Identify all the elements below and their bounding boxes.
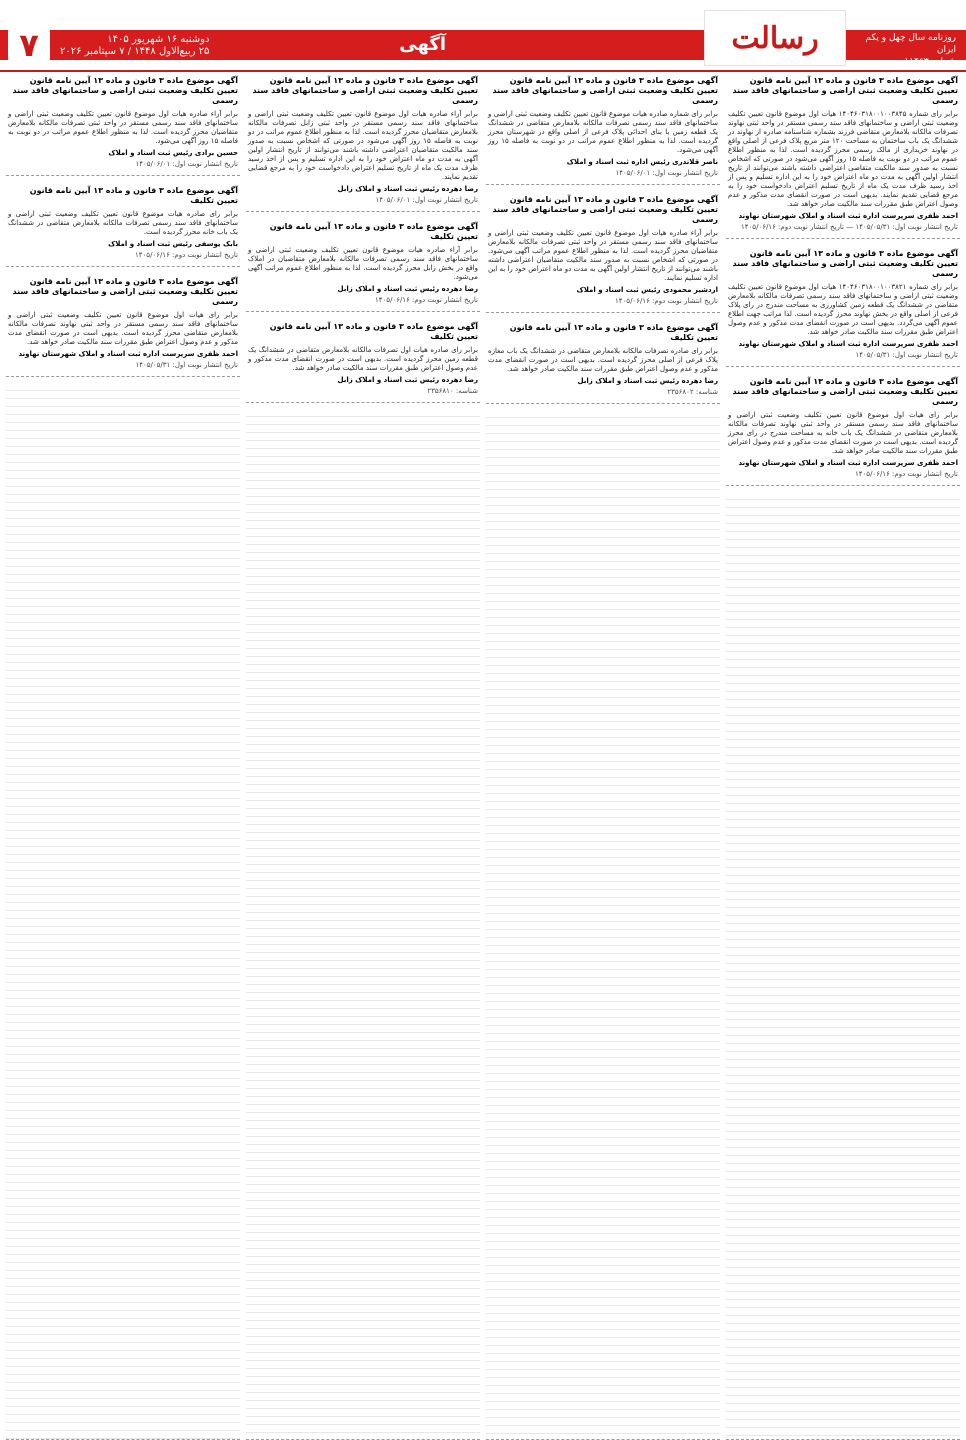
- ad-publish-date: تاریخ انتشار نوبت اول: ۱۴۰۵/۰۵/۳۱ — تاریخ انتشار نوبت دوم: ۱۴۰۵/۰۶/۱۶: [741, 223, 958, 231]
- ad-block: [246, 72, 480, 212]
- ad-body: برابر رای صادره تصرفات مالکانه بلامعارض متقاضی در ششدانگ یک باب مغازه پلاک فرعی از اصلی محرز گردیده است. بدیهی است در صورت انقضای مدت مذکور و عدم وصول اعتراض طبق مقررات سند مالکیت صادر خواهد شد.: [488, 347, 718, 373]
- ad-signature: رضا دهرده رئیس ثبت اسناد و املاک زابل: [577, 377, 718, 385]
- ad-publish-date: شناسه: ۲۳۵۶۸۰۲: [667, 388, 718, 396]
- ad-signature: اردشیر محمودی رئیس ثبت اسناد و املاک: [576, 286, 718, 294]
- ad-heading: آگهی موضوع ماده ۳ قانون و ماده ۱۳ آیین نامه قانون تعیین تکلیف: [509, 323, 718, 342]
- ad-body: برابر آراء صادره هیات اول موضوع قانون تعیین تکلیف وضعیت ثبتی اراضی و ساختمانهای فاقد سند رسمی مستقر در واحد ثبتی زابل تصرفات مالکانه بلامعارض متقاضیان محرز گردیده است. لذا به منظور اطلاع عموم مراتب در دو نوبت به فاصله ۱۵ روز آگهی می‌شود در صورتی که اشخاص نسبت به صدور سند مالکیت متقاضیان اعتراضی داشته باشند می‌توانند از تاریخ انتشار اولین آگهی به مدت دو ماه اعتراض خود را به این اداره تسلیم و پس از اخذ رسید ظرف مدت یک ماه از تاریخ تسلیم اعتراض دادخواست خود را به مرجع قضایی تقدیم نمایند.: [248, 110, 478, 181]
- ad-heading: آگهی موضوع ماده ۳ قانون و ماده ۱۳ آیین نامه قانون تعیین تکلیف وضعیت ثبتی اراضی و ساختمانهای فاقد سند رسمی: [732, 76, 958, 105]
- ad-publish-date: تاریخ انتشار نوبت دوم: ۱۴۰۵/۰۶/۱۶: [375, 296, 478, 304]
- ad-publish-date: تاریخ انتشار نوبت دوم: ۱۴۰۵/۰۶/۱۶: [855, 470, 958, 478]
- ad-body: برابر آراء صادره هیات موضوع قانون تعیین تکلیف وضعیت ثبتی اراضی و ساختمانهای فاقد سند رسمی تصرفات مالکانه بلامعارض متقاضیان در املاک واقع در بخش زابل محرز گردیده است. لذا به منظور اطلاع عموم مراتب آگهی می‌شود.: [248, 246, 478, 281]
- issue-meta: [865, 32, 956, 68]
- ad-body: برابر آراء صادره هیات اول موضوع قانون تعیین تکلیف وضعیت ثبتی اراضی و ساختمانهای فاقد سند رسمی مستقر در واحد ثبتی تصرفات مالکانه بلامعارض متقاضیان محرز گردیده است. لذا به منظور اطلاع عموم مراتب آگهی می‌شود. در صورتی که اشخاص نسبت به صدور سند مالکیت متقاضیان اعتراضی داشته باشند می‌توانند از تاریخ انتشار اولین آگهی به مدت دو ماه اعتراض خود را به این اداره تسلیم نمایند.: [488, 229, 718, 282]
- ad-text-continuation: [6, 383, 240, 1440]
- ads-columns: [0, 72, 966, 1440]
- ad-body: برابر رای هیات اول موضوع قانون تعیین تکلیف وضعیت ثبتی اراضی و ساختمانهای فاقد سند رسمی مستقر در واحد ثبتی نهاوند تصرفات مالکانه بلامعارض متقاضی محرز گردیده است. بدیهی است در صورت انقضای مدت مذکور و عدم وصول اعتراض طبق مقررات سند مالکیت صادر خواهد شد.: [8, 311, 238, 346]
- ad-heading: آگهی موضوع ماده ۳ قانون و ماده ۱۳ آیین نامه قانون تعیین تکلیف وضعیت ثبتی اراضی و ساختمانهای فاقد سند رسمی: [732, 377, 958, 406]
- ad-body: برابر رای شماره صادره هیات موضوع قانون تعیین تکلیف وضعیت ثبتی اراضی و ساختمانهای فاقد سند رسمی تصرفات مالکانه بلامعارض متقاضی در ششدانگ یک قطعه زمین با بنای احداثی پلاک فرعی از اصلی واقع در شهرستان محرز گردیده است. لذا به منظور اطلاع عموم مراتب در دو نوبت به فاصله ۱۵ روز آگهی می‌شود.: [488, 110, 718, 154]
- ad-block: [6, 273, 240, 377]
- ad-block: [6, 72, 240, 176]
- ad-signature: احمد ظفری سرپرست اداره ثبت اسناد و املاک شهرستان نهاوند: [738, 212, 958, 220]
- masthead: [0, 0, 966, 72]
- ad-publish-date: تاریخ انتشار نوبت اول: ۱۴۰۵/۰۵/۳۱: [135, 361, 238, 369]
- ad-block: [726, 373, 960, 486]
- issue-number: شماره ۱۱۴۶۳: [904, 57, 956, 67]
- page-number: ۷: [8, 28, 50, 62]
- ad-body: برابر رای صادره هیات اول تصرفات مالکانه بلامعارض متقاضی در ششدانگ یک قطعه زمین محرز گردیده است. بدیهی است در صورت انقضای مدت مذکور و عدم وصول اعتراض طبق مقررات سند مالکیت صادر خواهد شد.: [248, 346, 478, 372]
- ad-signature: احمد ظفری سرپرست اداره ثبت اسناد و املاک شهرستان نهاوند: [738, 459, 958, 467]
- ad-heading: آگهی موضوع ماده ۳ قانون و ماده ۱۳ آیین نامه قانون تعیین تکلیف وضعیت ثبتی اراضی و ساختمانهای فاقد سند رسمی: [492, 195, 718, 224]
- ad-body: برابر رای هیات اول موضوع قانون تعیین تکلیف وضعیت ثبتی اراضی و ساختمانهای فاقد سند رسمی مستقر در واحد ثبتی نهاوند تصرفات مالکانه بلامعارض متقاضی در ششدانگ یک باب خانه به مساحت مندرج در رای محرز گردیده است. بدیهی است در صورت انقضای مدت مذکور و عدم وصول اعتراض طبق مقررات سند مالکیت صادر خواهد شد.: [728, 411, 958, 455]
- issue-place: ایران: [936, 45, 956, 55]
- ad-block: [6, 182, 240, 267]
- ad-text-continuation: [486, 410, 720, 1440]
- ad-body: برابر رای شماره ۱۴۰۴۶۰۳۱۸۰۰۱۰۰۳۸۲۱ هیات اول موضوع قانون تعیین تکلیف وضعیت ثبتی اراضی و ساختمانهای فاقد سند رسمی تصرفات مالکانه بلامعارض متقاضی در ششدانگ یک قطعه زمین کشاورزی به مساحت مندرج در رای پلاک فرعی از اصلی واقع در بخش نهاوند محرز گردیده است. لذا مراتب جهت اطلاع عموم آگهی می‌گردد. بدیهی است در صورت انقضای مدت مذکور و عدم وصول اعتراض طبق مقررات سند مالکیت صادر خواهد شد.: [728, 283, 958, 336]
- ad-publish-date: تاریخ انتشار نوبت اول: ۱۴۰۵/۰۶/۰۱: [375, 196, 478, 204]
- ad-text-continuation: [726, 492, 960, 1440]
- ad-heading: آگهی موضوع ماده ۳ قانون و ماده ۱۳ آیین نامه قانون تعیین تکلیف وضعیت ثبتی اراضی و ساختمانهای فاقد سند رسمی: [252, 76, 478, 105]
- date-hijri-greg: ۲۵ ربیع‌الاول ۱۴۴۸ / ۷ سپتامبر ۲۰۲۶: [60, 46, 210, 57]
- ad-block: [246, 318, 480, 403]
- ad-signature: احمد ظفری سرپرست اداره ثبت اسناد و املاک شهرستان نهاوند: [738, 340, 958, 348]
- column-1: [726, 72, 960, 1440]
- ad-signature: حسین برادی رئیس ثبت اسناد و املاک: [108, 149, 238, 157]
- ad-body: برابر رای صادره هیات موضوع قانون تعیین تکلیف وضعیت ثبتی اراضی و ساختمانهای فاقد سند رسمی تصرفات مالکانه بلامعارض متقاضی در ششدانگ یک باب خانه محرز گردیده است.: [8, 210, 238, 236]
- ad-publish-date: شناسه: ۲۳۵۶۸۱۰: [427, 387, 478, 395]
- ad-body: برابر رای شماره ۱۴۰۴۶۰۳۱۸۰۰۱۰۰۳۸۴۵ هیات اول موضوع قانون تعیین تکلیف وضعیت ثبتی اراضی و ساختمانهای فاقد سند رسمی مستقر در واحد ثبتی نهاوند تصرفات مالکانه بلامعارض متقاضی فرزند بشماره شناسنامه صادره از نهاوند در ششدانگ یک باب ساختمان به مساحت ۱۲۰ متر مربع پلاک فرعی از اصلی واقع در نهاوند خریداری از مالک رسمی محرز گردیده است. لذا به منظور اطلاع عموم مراتب در دو نوبت به فاصله ۱۵ روز آگهی می‌شود در صورتی که اشخاص نسبت به صدور سند مالکیت متقاضی اعتراضی داشته باشند می‌توانند از تاریخ انتشار اولین آگهی به مدت دو ماه اعتراض خود را به این اداره تسلیم و پس از اخذ رسید ظرف مدت یک ماه از تاریخ تسلیم اعتراض دادخواست خود را به مرجع قضایی تقدیم نمایند. بدیهی است در صورت انقضای مدت مذکور و عدم وصول اعتراض طبق مقررات سند مالکیت صادر خواهد شد.: [728, 110, 958, 208]
- ad-signature: رضا دهرده رئیس ثبت اسناد و املاک زابل: [337, 376, 478, 384]
- ad-heading: آگهی موضوع ماده ۳ قانون و ماده ۱۳ آیین نامه قانون تعیین تکلیف وضعیت ثبتی اراضی و ساختمانهای فاقد سند رسمی: [732, 249, 958, 278]
- ad-heading: آگهی موضوع ماده ۳ قانون و ماده ۱۳ آیین نامه قانون تعیین تکلیف وضعیت ثبتی اراضی و ساختمانهای فاقد سند رسمی: [12, 76, 238, 105]
- ad-publish-date: تاریخ انتشار نوبت اول: ۱۴۰۵/۰۵/۳۱: [855, 351, 958, 359]
- ad-heading: آگهی موضوع ماده ۳ قانون و ماده ۱۳ آیین نامه قانون تعیین تکلیف: [269, 222, 478, 241]
- ad-heading: آگهی موضوع ماده ۳ قانون و ماده ۱۳ آیین نامه قانون تعیین تکلیف: [29, 186, 238, 205]
- ad-block: [246, 218, 480, 312]
- ad-block: [726, 245, 960, 367]
- ad-publish-date: تاریخ انتشار نوبت اول: ۱۴۰۵/۰۶/۰۱: [615, 169, 718, 177]
- ad-heading: آگهی موضوع ماده ۳ قانون و ماده ۱۳ آیین نامه قانون تعیین تکلیف وضعیت ثبتی اراضی و ساختمانهای فاقد سند رسمی: [12, 277, 238, 306]
- column-3: [246, 72, 480, 1440]
- ad-heading: آگهی موضوع ماده ۳ قانون و ماده ۱۳ آیین نامه قانون تعیین تکلیف وضعیت ثبتی اراضی و ساختمانهای فاقد سند رسمی: [492, 76, 718, 105]
- ad-block: [486, 319, 720, 404]
- ad-signature: رضا دهرده رئیس ثبت اسناد و املاک زابل: [337, 185, 478, 193]
- ad-heading: آگهی موضوع ماده ۳ قانون و ماده ۱۳ آیین نامه قانون تعیین تکلیف: [269, 322, 478, 341]
- date-persian: دوشنبه ۱۶ شهریور ۱۴۰۵: [107, 34, 210, 45]
- issue-edition: روزنامه سال چهل و یکم: [865, 33, 956, 43]
- section-title: آگهی: [399, 34, 446, 55]
- newspaper-logo: رسالت: [704, 10, 846, 66]
- column-4: [6, 72, 240, 1440]
- ad-publish-date: تاریخ انتشار نوبت دوم: ۱۴۰۵/۰۶/۱۶: [615, 297, 718, 305]
- ad-signature: رضا دهرده رئیس ثبت اسناد و املاک زابل: [337, 285, 478, 293]
- ad-block: [486, 72, 720, 185]
- ad-signature: بابک یوسفی رئیس ثبت اسناد و املاک: [108, 240, 238, 248]
- ad-body: برابر آراء صادره هیات اول موضوع قانون تعیین تکلیف وضعیت ثبتی اراضی و ساختمانهای فاقد سند رسمی مستقر در واحد ثبتی تصرفات مالکانه بلامعارض متقاضیان محرز گردیده است. لذا به منظور اطلاع عموم مراتب در دو نوبت به فاصله ۱۵ روز آگهی می‌شود.: [8, 110, 238, 145]
- ad-block: [486, 191, 720, 313]
- ad-signature: ناصر قلاندری رئیس اداره ثبت اسناد و املاک: [566, 158, 718, 166]
- ad-text-continuation: [246, 409, 480, 1440]
- date-box: [60, 34, 209, 58]
- column-2: [486, 72, 720, 1440]
- ad-signature: احمد ظفری سرپرست اداره ثبت اسناد و املاک شهرستان نهاوند: [18, 350, 238, 358]
- ad-publish-date: تاریخ انتشار نوبت دوم: ۱۴۰۵/۰۶/۱۶: [135, 251, 238, 259]
- ad-block: [726, 72, 960, 239]
- ad-publish-date: تاریخ انتشار نوبت اول: ۱۴۰۵/۰۶/۰۱: [135, 160, 238, 168]
